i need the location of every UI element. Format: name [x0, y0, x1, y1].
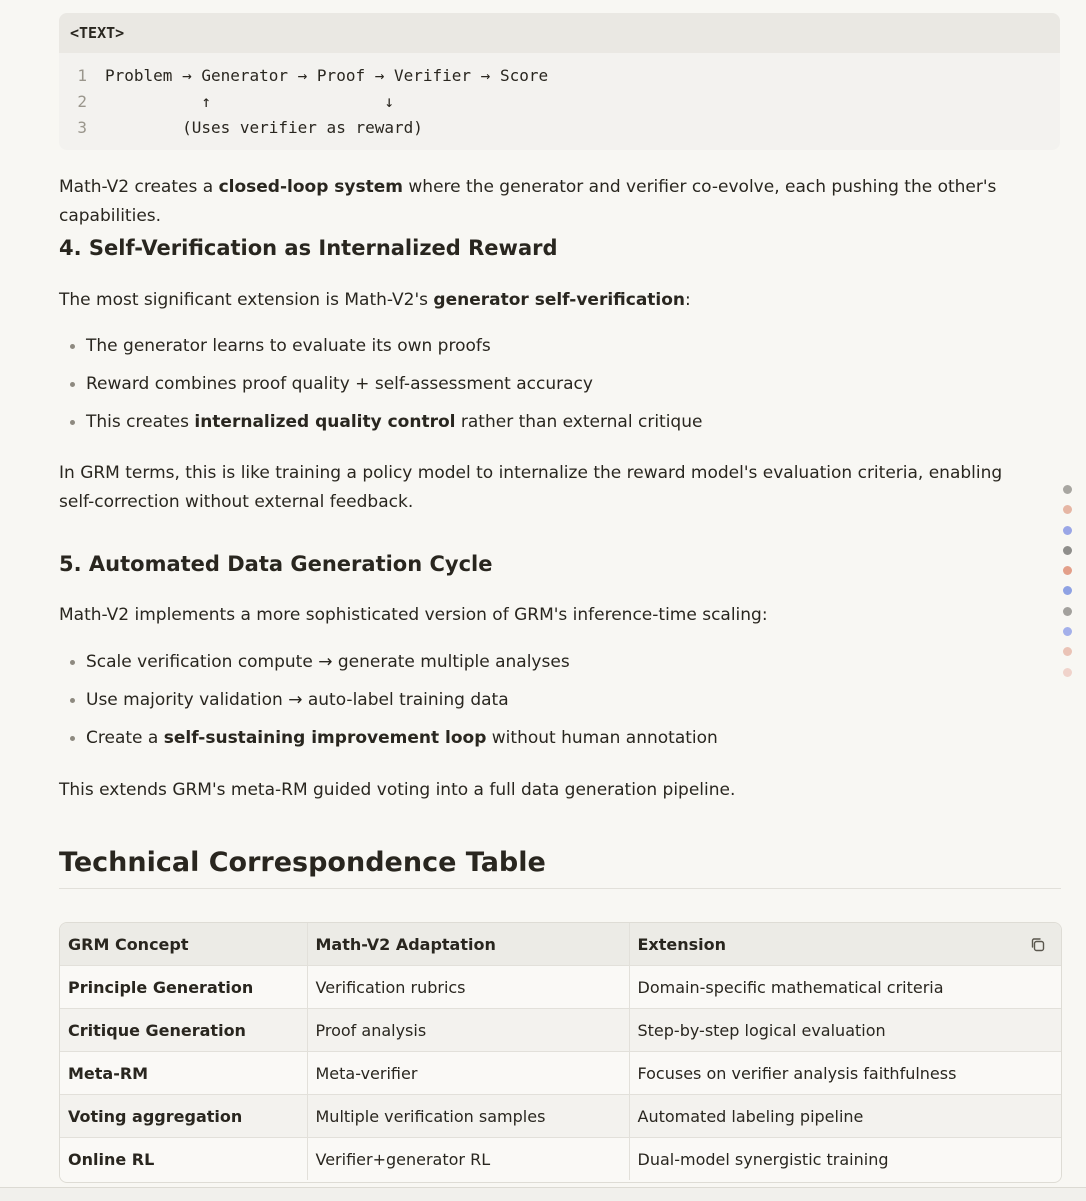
table-cell: Meta-RM [60, 1052, 307, 1095]
bold-text: internalized quality control [194, 412, 456, 432]
section-4-bullet-list [59, 327, 702, 441]
table-header-row [60, 923, 1061, 966]
code-text: (Uses verifier as reward) [105, 117, 423, 137]
list-item: The generator learns to evaluate its own proofs [59, 327, 702, 365]
text-span: Create a [86, 728, 164, 748]
heading-divider [59, 888, 1061, 889]
list-item [59, 719, 718, 757]
section-4-heading: 4. Self-Verification as Internalized Reward [59, 236, 558, 260]
nav-dot[interactable] [1063, 566, 1072, 575]
line-number: 2 [77, 91, 87, 111]
code-text: ↑ ↓ [105, 91, 394, 111]
nav-dot[interactable] [1063, 647, 1072, 656]
nav-dot[interactable] [1063, 627, 1072, 636]
table-cell: Online RL [60, 1138, 307, 1181]
table-row [60, 1052, 1061, 1095]
table-cell: Principle Generation [60, 966, 307, 1009]
nav-dot[interactable] [1063, 668, 1072, 677]
code-block [59, 13, 1060, 150]
nav-dot[interactable] [1063, 586, 1072, 595]
code-body [59, 53, 1060, 140]
text-span: The most significant extension is Math-V2's [59, 290, 434, 310]
code-language-label: <TEXT> [59, 13, 1060, 53]
table-cell: Automated labeling pipeline [629, 1095, 1061, 1138]
table-row [60, 1009, 1061, 1052]
list-item [59, 403, 702, 441]
table-cell: Step-by-step logical evaluation [629, 1009, 1061, 1052]
code-line [59, 114, 1060, 140]
list-item: Scale verification compute → generate multiple analyses [59, 643, 718, 681]
code-line [59, 62, 1060, 88]
line-number: 3 [77, 117, 87, 137]
code-line [59, 88, 1060, 114]
table-cell: Dual-model synergistic training [637, 1149, 889, 1169]
table-cell: Domain-specific mathematical criteria [629, 966, 1061, 1009]
list-item: Reward combines proof quality + self-assessment accuracy [59, 365, 702, 403]
bold-text: generator self-verification [433, 290, 686, 310]
column-header [629, 923, 1061, 966]
closed-loop-paragraph [59, 173, 1054, 231]
table-cell: Proof analysis [307, 1009, 629, 1052]
section-4-closing: In GRM terms, this is like training a policy model to internalize the reward model's evaluation criteria, enabling self-correction without external feedback. [59, 463, 1003, 512]
side-navigation-dots [1063, 485, 1075, 688]
line-number: 1 [77, 65, 87, 85]
table-cell: Voting aggregation [60, 1095, 307, 1138]
table-cell: Focuses on verifier analysis faithfulness [629, 1052, 1061, 1095]
nav-dot[interactable] [1063, 505, 1072, 514]
text-span: without human annotation [486, 728, 718, 748]
text-span: : [685, 290, 691, 310]
table-row [60, 1095, 1061, 1138]
correspondence-table [59, 922, 1062, 1183]
nav-dot[interactable] [1063, 546, 1072, 555]
nav-dot[interactable] [1063, 485, 1072, 494]
text-span: This creates [86, 412, 195, 432]
section-4-intro [59, 286, 1054, 315]
section-5-intro: Math-V2 implements a more sophisticated version of GRM's inference-time scaling: [59, 605, 768, 625]
text-span: rather than external critique [455, 412, 703, 432]
section-5-bullet-list [59, 643, 718, 757]
code-text: Problem → Generator → Proof → Verifier → Score [105, 65, 549, 85]
table-cell: Critique Generation [60, 1009, 307, 1052]
table-cell: Verifier+generator RL [307, 1138, 629, 1181]
input-area-edge [0, 1187, 1086, 1201]
table-cell: Verification rubrics [307, 966, 629, 1009]
column-header-label: Extension [637, 934, 727, 954]
table-row [60, 1138, 1061, 1181]
table-section-heading: Technical Correspondence Table [59, 847, 546, 878]
copy-icon[interactable] [1029, 936, 1047, 954]
table-row [60, 966, 1061, 1009]
column-header: GRM Concept [60, 923, 307, 966]
nav-dot[interactable] [1063, 526, 1072, 535]
bold-text: closed-loop system [218, 177, 403, 197]
bold-text: self-sustaining improvement loop [163, 728, 487, 748]
column-header: Math-V2 Adaptation [307, 923, 629, 966]
table-cell: Multiple verification samples [307, 1095, 629, 1138]
table-cell: Meta-verifier [307, 1052, 629, 1095]
text-span: Math-V2 creates a [59, 177, 219, 197]
section-5-closing: This extends GRM's meta-RM guided voting into a full data generation pipeline. [59, 780, 736, 800]
list-item: Use majority validation → auto-label training data [59, 681, 718, 719]
text-span: where the generator and verifier co-evolve, each pushing the other's capabilities. [59, 177, 997, 226]
nav-dot[interactable] [1063, 607, 1072, 616]
section-5-heading: 5. Automated Data Generation Cycle [59, 552, 493, 576]
